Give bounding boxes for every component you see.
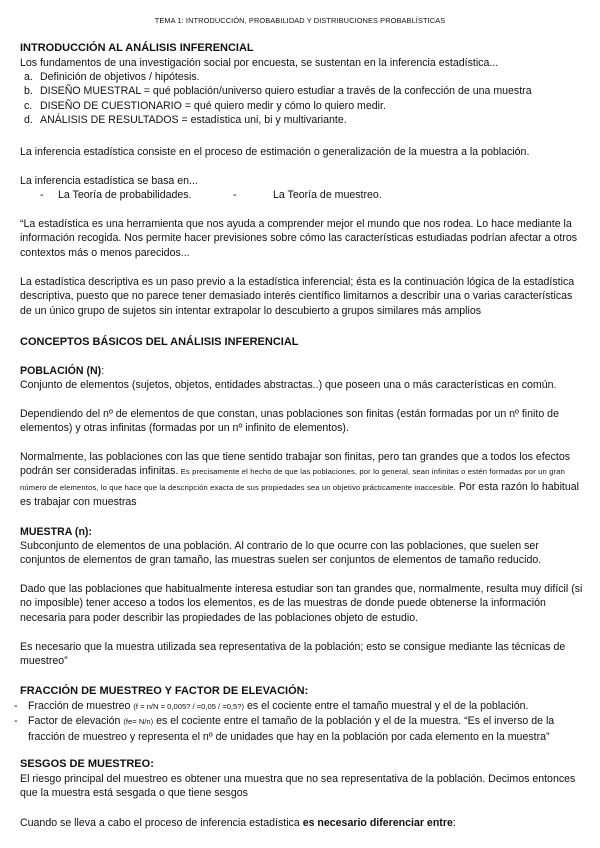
fraccion-list (14, 699, 588, 744)
list-item: c. DISEÑO DE CUESTIONARIO = qué quiero medir y cómo lo quiero medir. (24, 99, 386, 112)
muestra-paragraph: Dado que las poblaciones que habitualmente interesa estudiar son tan grandes que, normalmente, resulta muy difícil (si no imposible) tener acceso a todos los elementos, es de las muestras de donde puede obtenerse la información necesaria para poder describir las propiedades de las poblaciones objeto de estudio. (20, 583, 583, 624)
muestra-definition: Subconjunto de elementos de una población. Al contrario de lo que ocurre con las poblaciones, que suelen ser conjuntos de elementos de gran tamaño, las muestras suelen ser conjuntos de elementos de tamaño reducido. (20, 540, 542, 567)
sesgos-title: SESGOS DE MUESTREO: (20, 758, 154, 770)
research-steps-list (22, 70, 582, 127)
poblacion-definition: Conjunto de elementos (sujetos, objetos, entidades abstractas..) que poseen una o más características en común. (20, 379, 557, 391)
basis-item-probabilidades: La Teoría de probabilidades. (58, 189, 192, 201)
list-item: d. ANÁLISIS DE RESULTADOS = estadística uni, bi y multivariante. (24, 113, 347, 126)
page-header: TEMA 1: INTRODUCCIÓN, PROBABILIDAD Y DISTRIBUCIONES PROBABLÍSTICAS (154, 16, 446, 25)
fraccion-title: FRACCIÓN DE MUESTREO Y FACTOR DE ELEVACIÓN: (20, 685, 309, 697)
poblacion-label: POBLACIÓN (N): (20, 365, 105, 377)
section-title-introduccion: INTRODUCCIÓN AL ANÁLISIS INFERENCIAL (20, 42, 254, 54)
dash-marker: - (40, 189, 44, 201)
poblacion-normalmente-paragraph: Normalmente, las poblaciones con las que tiene sentido trabajar son finitas, pero tan grandes que a todos los efectos podrán ser consideradas infinitas. Es precisamente el hecho de que las poblaciones, por lo general, sean infinitas o estén formadas por un gran número de elementos, lo que hace que la descripción exacta de sus propiedades sea un objetivo prácticamente inaccesible. Por esta razón lo habitual es trabajar con muestras (20, 451, 580, 508)
list-item: - Fracción de muestreo (f = n/N = 0,005? / =0,05 / =0,5?) es el cociente entre el tamaño muestral y el de la población. (14, 700, 529, 712)
dash-marker: - (233, 189, 237, 201)
list-item: a. Definición de objetivos / hipótesis. (24, 71, 200, 83)
inference-definition: La inferencia estadística consiste en el proceso de estimación o generalización de la muestra a la población. (20, 146, 530, 158)
intro-paragraph: Los fundamentos de una investigación social por encuesta, se sustentan en la inferencia estadística... (20, 57, 499, 69)
muestra-label: MUESTRA (n): (20, 526, 92, 538)
descriptive-paragraph: La estadística descriptiva es un paso previo a la estadística inferencial; ésta es la continuación lógica de la estadística descriptiva, puesto que no parece tener demasiado interés científico limitarnos a describir una o varias características de un único grupo de sujetos sin intentar extrapolar lo descubierto a grupos similares más amplios (20, 276, 575, 317)
sesgos-paragraph: El riesgo principal del muestreo es obtener una muestra que no sea representativa de la población. Decimos entonces que la muestra está sesgada o que tiene sesgos (20, 773, 576, 800)
inference-basis-list (20, 188, 585, 203)
inference-basis-intro: La inferencia estadística se basa en... (20, 175, 198, 187)
quote-paragraph: “La estadística es una herramienta que nos ayuda a comprender mejor el mundo que nos rodea. Lo hace mediante la información recogida. Nos permite hacer previsiones sobre cómo las características estudiadas podrían afectar a otros contextos más o menos parecidos... (20, 218, 578, 259)
basis-item-muestreo: La Teoría de muestreo. (273, 189, 382, 201)
list-item: b. DISEÑO MUESTRAL = qué población/universo quiero estudiar a través de la confección de una muestra (24, 85, 532, 98)
poblacion-finite-paragraph: Dependiendo del nº de elementos de que constan, unas poblaciones son finitas (están formadas por un nº finito de elementos) y otras infinitas (formadas por un nº infinito de elementos). (20, 408, 559, 435)
sesgos-inferencia-paragraph: Cuando se lleva a cabo el proceso de inferencia estadística es necesario diferenciar entre: (20, 817, 456, 829)
section-title-conceptos: CONCEPTOS BÁSICOS DEL ANÁLISIS INFERENCIAL (20, 336, 299, 348)
list-item: - Factor de elevación (fe= N/n) es el cociente entre el tamaño de la población y el de la muestra. “Es el inverso de la fracción de muestreo y representa el nº de unidades que hay en la población por cada elemento en la muestra” (14, 715, 555, 743)
muestra-representativa: Es necesario que la muestra utilizada sea representativa de la población; esto se consigue mediante las técnicas de muestreo” (20, 641, 566, 668)
